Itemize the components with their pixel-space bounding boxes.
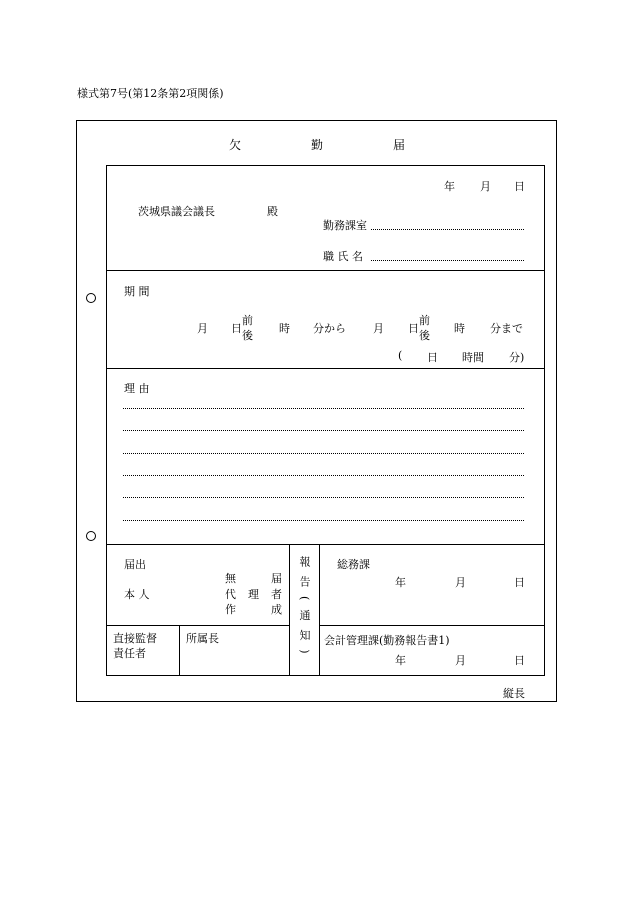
divider-header (106, 270, 545, 271)
general-affairs-label: 総務課 (337, 558, 370, 571)
to-hour: 時 (454, 322, 465, 335)
to-ampm-bottom: 後 (419, 329, 430, 342)
dept-label: 勤務課室 (323, 219, 367, 232)
divider-reason (106, 544, 545, 545)
from-hour: 時 (279, 322, 290, 335)
report-column-right-border (319, 544, 320, 676)
affiliation-head-label: 所属長 (186, 632, 219, 645)
title-char-2: 勤 (311, 138, 324, 152)
to-month: 月 (373, 322, 384, 335)
reason-line[interactable] (123, 453, 524, 454)
name-field[interactable] (371, 260, 524, 261)
to-minute: 分まで (490, 322, 523, 335)
name-label: 職 氏 名 (323, 250, 363, 263)
from-ampm-bottom: 後 (242, 329, 253, 342)
date-month: 月 (480, 180, 491, 193)
accounting-month: 月 (455, 654, 466, 667)
accounting-year: 年 (395, 654, 406, 667)
proxy-c1-r3: 作 (225, 603, 236, 616)
date-day: 日 (514, 180, 525, 193)
general-day: 日 (514, 576, 525, 589)
self-label: 本 人 (124, 588, 150, 601)
honorific: 殿 (267, 205, 278, 218)
proxy-c3-r2: 者 (271, 588, 282, 601)
binding-hole-top-icon (86, 293, 96, 303)
reason-line[interactable] (123, 475, 524, 476)
reason-line[interactable] (123, 520, 524, 521)
total-hours: 時間 (462, 351, 484, 364)
dept-field[interactable] (371, 229, 524, 230)
proxy-c1-r2: 代 (225, 588, 236, 601)
accounting-day: 日 (514, 654, 525, 667)
general-year: 年 (395, 576, 406, 589)
addressee: 茨城県議会議長 (138, 205, 215, 218)
reason-label: 理 由 (124, 382, 150, 395)
total-open: ( (398, 349, 403, 362)
report-column-left-border (289, 544, 290, 676)
supervisor-label-2: 責任者 (113, 647, 146, 660)
to-day: 日 (408, 322, 419, 335)
proxy-c1-r1: 無 (225, 572, 236, 585)
divider-period (106, 368, 545, 369)
proxy-c3-r1: 届 (271, 572, 282, 585)
from-day: 日 (231, 322, 242, 335)
form-number: 様式第7号(第12条第2項関係) (77, 87, 224, 100)
supervisor-label-1: 直接監督 (113, 632, 157, 645)
accounting-label: 会計管理課(勤務報告書1) (324, 634, 450, 647)
submission-label: 届出 (124, 558, 146, 571)
binding-hole-bottom-icon (86, 531, 96, 541)
reason-line[interactable] (123, 497, 524, 498)
report-vertical-label: 報告(通知) (298, 556, 311, 663)
proxy-c3-r3: 成 (271, 603, 282, 616)
inner-table (106, 165, 545, 676)
footer-note: 縦長 (503, 687, 525, 700)
period-label: 期 間 (124, 285, 150, 298)
title-char-3: 届 (393, 138, 406, 152)
supervisor-divider (179, 625, 180, 676)
from-month: 月 (197, 322, 208, 335)
reason-line[interactable] (123, 408, 524, 409)
title-char-1: 欠 (229, 138, 242, 152)
proxy-c2-r2: 理 (248, 588, 259, 601)
from-minute: 分から (313, 322, 346, 335)
from-ampm-top: 前 (242, 314, 253, 327)
total-day: 日 (427, 351, 438, 364)
total-minutes: 分) (509, 351, 525, 364)
general-month: 月 (455, 576, 466, 589)
date-year: 年 (444, 180, 455, 193)
reason-line[interactable] (123, 430, 524, 431)
divider-supervisor (106, 625, 289, 626)
to-ampm-top: 前 (419, 314, 430, 327)
divider-accounting (319, 625, 545, 626)
